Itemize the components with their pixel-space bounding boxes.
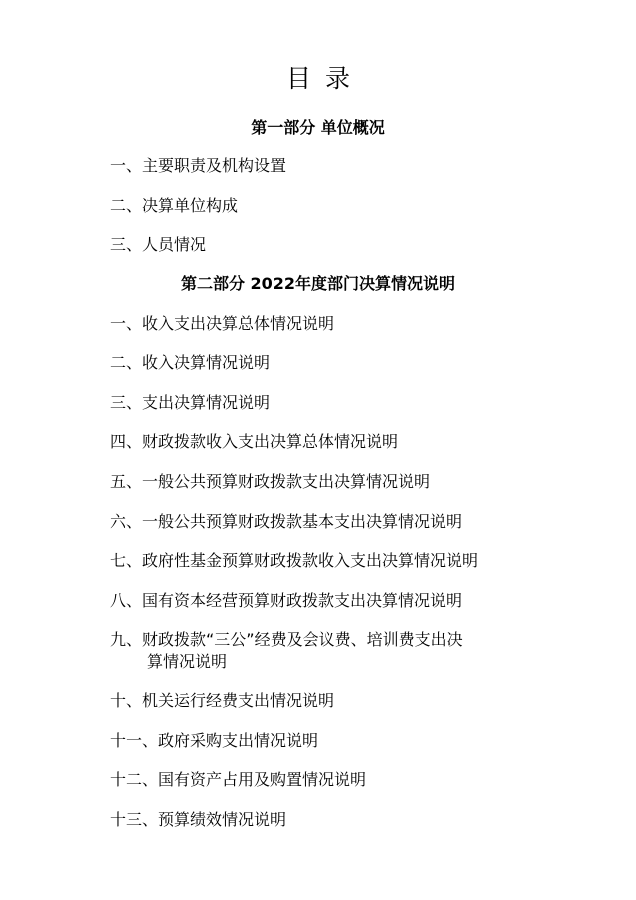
toc-item-text: 人员情况: [142, 235, 207, 254]
toc-item-p2-13: [110, 809, 530, 831]
toc-item-p2-11: [110, 730, 530, 752]
part2-heading: 第二部分 2022年度部门决算情况说明: [180, 274, 456, 293]
toc-item-marker: 十三、: [110, 810, 159, 829]
page-title: 目录: [285, 64, 364, 93]
toc-item-marker: 九、: [110, 630, 143, 649]
toc-item-text: 一般公共预算财政拨款基本支出决算情况说明: [142, 512, 463, 531]
toc-item-marker: 三、: [110, 393, 143, 412]
toc-item-p2-2: [110, 352, 530, 374]
toc-item-p1-1: [110, 155, 530, 177]
toc-item-text: 政府采购支出情况说明: [158, 731, 319, 750]
toc-item-marker: 十二、: [110, 770, 159, 789]
toc-item-marker: 十一、: [110, 731, 159, 750]
toc-item-text: 财政拨款收入支出决算总体情况说明: [142, 432, 399, 451]
toc-item-text: 预算绩效情况说明: [158, 810, 287, 829]
toc-item-marker: 十、: [110, 691, 143, 710]
toc-item-p2-12: [110, 769, 530, 791]
toc-item-marker: 三、: [110, 235, 143, 254]
toc-item-text: 主要职责及机构设置: [142, 156, 287, 175]
toc-item-p2-10: [110, 690, 530, 712]
toc-item-marker: 四、: [110, 432, 143, 451]
toc-item-text: 国有资产占用及购置情况说明: [158, 770, 367, 789]
toc-item-p1-2: [110, 195, 530, 217]
toc-item-p2-1: [110, 313, 530, 335]
toc-item-marker: 七、: [110, 551, 143, 570]
toc-item-marker: 二、: [110, 353, 143, 372]
toc-item-p2-7: [110, 550, 530, 572]
toc-item-p2-6: [110, 511, 530, 533]
toc-item-marker: 一、: [110, 156, 143, 175]
toc-item-marker: 一、: [110, 314, 143, 333]
toc-item-text-continued: 算情况说明: [147, 652, 228, 671]
toc-item-text: 支出决算情况说明: [142, 393, 271, 412]
toc-item-marker: 二、: [110, 196, 143, 215]
toc-item-p2-9: [110, 629, 530, 673]
toc-item-text: 收入决算情况说明: [142, 353, 271, 372]
part1-heading: 第一部分 单位概况: [251, 118, 385, 137]
toc-item-text: 机关运行经费支出情况说明: [142, 691, 335, 710]
toc-item-p2-8: [110, 590, 530, 612]
toc-item-marker: 五、: [110, 472, 143, 491]
toc-item-p1-3: [110, 234, 530, 256]
toc-item-text: 政府性基金预算财政拨款收入支出决算情况说明: [142, 551, 479, 570]
toc-item-marker: 六、: [110, 512, 143, 531]
toc-item-text: 国有资本经营预算财政拨款支出决算情况说明: [142, 591, 463, 610]
toc-item-text: 财政拨款“三公”经费及会议费、培训费支出决: [142, 630, 463, 649]
toc-item-p2-4: [110, 431, 530, 453]
toc-item-p2-5: [110, 471, 530, 493]
toc-item-text: 收入支出决算总体情况说明: [142, 314, 335, 333]
toc-item-marker: 八、: [110, 591, 143, 610]
toc-item-p2-3: [110, 392, 530, 414]
toc-item-text: 一般公共预算财政拨款支出决算情况说明: [142, 472, 431, 491]
toc-item-text: 决算单位构成: [142, 196, 239, 215]
